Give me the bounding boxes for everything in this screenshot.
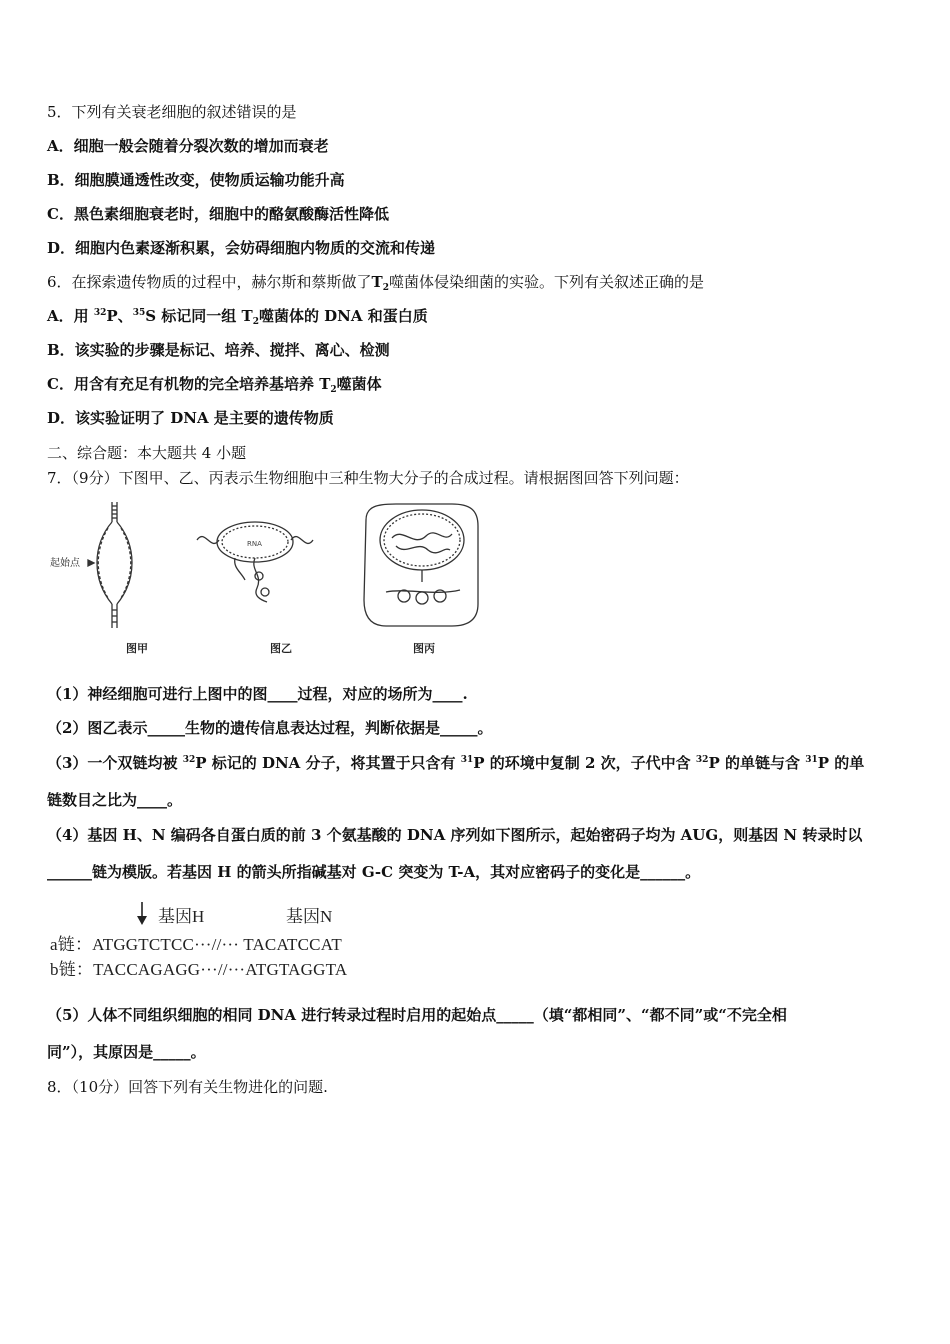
gene-sequence-figure — [50, 900, 390, 980]
section-heading: 二、综合题：本大题共 4 小题 — [47, 444, 247, 462]
q7-part3: （3）一个双链均被 $^{32}$P 标记的 DNA 分子，将其置于只含有 $^{31}$P 的环境中复制 2 次，子代中含 $^{32}$P 的单链与含 $^{31}$P 的单 — [47, 754, 865, 772]
q6-option-d: D．该实验证明了 DNA 是主要的遗传物质 — [47, 409, 334, 427]
figure-jia-replication — [50, 500, 160, 630]
arrow-down-icon — [136, 902, 148, 926]
svg-text:RNA: RNA — [247, 540, 262, 548]
q7-part1: （1）神经细胞可进行上图中的图____过程，对应的场所为____. — [47, 685, 468, 703]
caption-jia: 图甲 — [126, 642, 148, 655]
q6-option-b: B．该实验的步骤是标记、培养、搅拌、离心、检测 — [47, 341, 390, 359]
q5-stem: 5．下列有关衰老细胞的叙述错误的是 — [47, 103, 297, 121]
figure-bing-eukaryotic — [356, 500, 486, 630]
q7-part5: （5）人体不同组织细胞的相同 DNA 进行转录过程时启用的起始点_____（填“都相同”、“都不同”或“不完全相 — [47, 1006, 787, 1024]
strand-a: a链：ATGGTCTCC···//··· TACATCCAT — [50, 935, 342, 954]
q7-part2: （2）图乙表示_____生物的遗传信息表达过程，判断依据是_____。 — [47, 719, 493, 737]
strand-b: b链：TACCAGAGG···//···ATGTAGGTA — [50, 960, 348, 979]
q5-option-c: C．黑色素细胞衰老时，细胞中的酪氨酸酶活性降低 — [47, 205, 389, 223]
origin-label: 起始点 — [50, 558, 80, 569]
q7-part3-cont: 链数目之比为____。 — [47, 791, 183, 809]
q8-stem: 8．（10分）回答下列有关生物进化的问题. — [47, 1078, 328, 1096]
q7-part5-cont: 同”），其原因是_____。 — [47, 1043, 206, 1061]
q6-option-a: A．用 $^{32}$P、$^{35}$S 标记同一组 $T_2$噬菌体的 DNA 和蛋白质 — [47, 307, 428, 327]
q7-part4: （4）基因 H、N 编码各自蛋白质的前 3 个氨基酸的 DNA 序列如下图所示，起始密码子均为 AUG，则基因 N 转录时以 — [47, 826, 863, 844]
caption-yi: 图乙 — [270, 642, 292, 655]
q7-part4-cont: ______链为模版。若基因 H 的箭头所指碱基对 G-C 突变为 T-A，其对应密码子的变化是______。 — [47, 863, 701, 881]
gene-n-label: 基因N — [286, 907, 333, 926]
q5-option-a: A．细胞一般会随着分裂次数的增加而衰老 — [47, 137, 329, 155]
q7-stem: 7．（9分）下图甲、乙、丙表示生物细胞中三种生物大分子的合成过程。请根据图回答下列问题： — [47, 469, 689, 487]
q6-option-c: C．用含有充足有机物的完全培养基培养 $T_2$噬菌体 — [47, 375, 382, 395]
figure-yi-prokaryotic — [195, 510, 315, 610]
q5-option-b: B．细胞膜通透性改变，使物质运输功能升高 — [47, 171, 345, 189]
q5-option-d: D．细胞内色素逐渐积累，会妨碍细胞内物质的交流和传递 — [47, 239, 436, 257]
gene-h-label: 基因H — [158, 907, 205, 926]
q6-stem: 6．在探索遗传物质的过程中，赫尔斯和蔡斯做了$T_2$噬菌体侵染细菌的实验。下列有关叙述正确的是 — [47, 273, 704, 293]
caption-bing: 图丙 — [413, 642, 435, 655]
